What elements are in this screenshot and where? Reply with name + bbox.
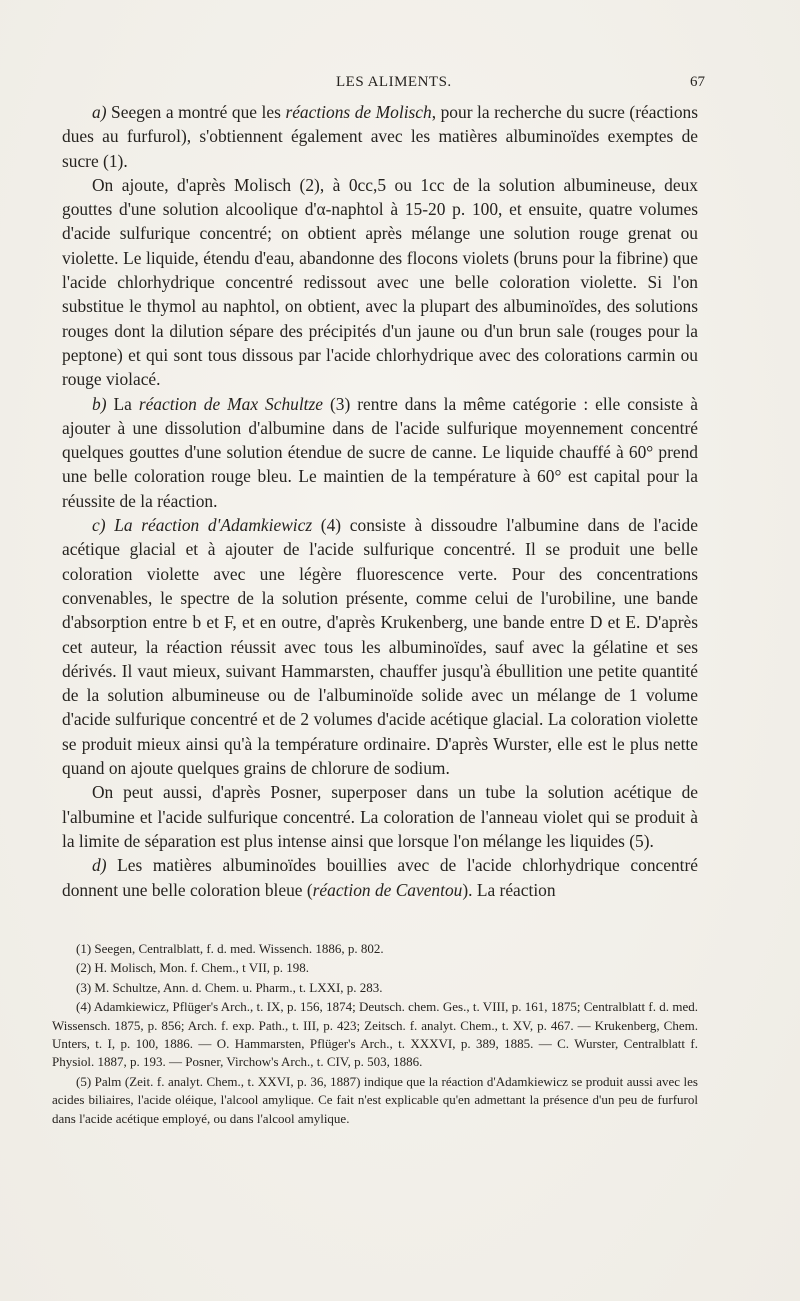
italic-run: La réaction d'Adamkiewicz [114, 515, 313, 536]
page-header [0, 74, 800, 98]
text-run: (3) rentre dans la même catégorie : elle consiste à ajouter à une dissolution d'albumine dans de l'acide sulfurique moyennement concentré quelques gouttes d'une solution étendue de sucre de canne. Le liquide chauffé à 60° prend une belle coloration rouge bleu. Le maintien de la température à 60° est capital pour la réussite de la réaction. [62, 393, 698, 511]
item-label: b) [92, 393, 107, 414]
paragraph-caventou [62, 853, 698, 902]
paragraph-posner: On peut aussi, d'après Posner, superposer dans un tube la solution acétique de l'albumine et l'acide sulfurique concentré. La coloration de l'anneau violet qui se produit à la limite de séparation est plus intense ainsi que lorsque l'on mélange les liquides (5). [62, 782, 698, 851]
footnote-5: (5) Palm (Zeit. f. analyt. Chem., t. XXVI, p. 36, 1887) indique que la réaction d'Adamkiewicz se produit aussi avec les acides biliaires, l'acide oléique, l'alcool amylique. Ce fait n'est explicable qu'en admettant la présence d'un peu de furfurol dans l'acide acétique employé, ou dans l'alcool amylique. [52, 1073, 698, 1126]
paragraph-schultze [62, 392, 698, 513]
item-label: a) [92, 102, 107, 122]
text-run: La [106, 393, 139, 414]
italic-run: réaction de Caventou [312, 879, 463, 900]
page-number: 67 [690, 74, 705, 90]
footnote-4: (4) Adamkiewicz, Pflüger's Arch., t. IX, p. 156, 1874; Deutsch. chem. Ges., t. VIII, p. 161, 1875; Centralblatt f. d. med. Wissensch. 1875, p. 856; Arch. f. exp. Path., t. III, p. 423; Zeitsch. f. analyt. Chem., t. XV, p. 467. — Krukenberg, Chem. Unters, t. I, p. 100, 1886. — O. Hammarsten, Pflüger's Arch., t. XXXVI, p. 389, 1885. — C. Wurster, Centralblatt f. Physiol. 1887, p. 193. — Posner, Virchow's Arch., t. CIV, p. 503, 1886. [52, 999, 698, 1070]
text-run: Les matières albuminoïdes bouillies avec de l'acide chlorhydrique concentré donnent une belle coloration bleue ( [62, 855, 698, 900]
text-run: Seegen a montré que les [106, 102, 286, 122]
footnote-2: (2) H. Molisch, Mon. f. Chem., t VII, p. 198. [76, 960, 310, 976]
paragraph-adamkiewicz [62, 513, 698, 780]
footnote-1: (1) Seegen, Centralblatt, f. d. med. Wissench. 1886, p. 802. [76, 941, 384, 956]
running-title: LES ALIMENTS. [336, 74, 452, 90]
main-text [62, 100, 698, 902]
paragraph-molisch [62, 100, 698, 173]
paragraph-molisch-method: On ajoute, d'après Molisch (2), à 0cc,5 ou 1cc de la solution albumineuse, deux gouttes d'une solution alcoolique d'α-naphtol à 15-20 p. 100, et ensuite, quatre volumes d'acide sulfurique concentré; on obtient après mélange une solution rouge grenat ou violette. Le liquide, étendu d'eau, abandonne des flocons violets (bruns pour la fibrine) que l'acide chlorhydrique concentré redissout avec une belle coloration violette. Si l'on substitue le thymol au naphtol, on obtient, avec la plupart des albuminoïdes, des solutions rouges dont la dilution sépare des précipités d'un jaune ou d'un brun sale (rouges pour la peptone) et qui sont tous dissous par l'acide chlorhydrique avec des colorations carmin ou rouge violacé. [62, 174, 698, 390]
text-run: (4) consiste à dissoudre l'albumine dans de l'acide acétique glacial et à ajouter de l'acide sulfurique concentré. Il se produit une belle coloration violette avec une légère fluorescence verte. Pour des concentrations convenables, le spectre de la solution présente, comme celui de l'urobiline, une bande d'absorption entre b et F, et en outre, d'après Krukenberg, une bande entre D et E. D'après cet auteur, la réaction réussit avec tous les albuminoïdes, sauf avec la gélatine et ses dérivés. Il vaut mieux, suivant Hammarsten, chauffer jusqu'à ébullition une petite quantité de la solution albumineuse ou de l'albuminoïde solide avec un mélange de 1 volume d'acide sulfurique concentré et de 2 volumes d'acide acétique glacial. La coloration violette se produit mieux ainsi qu'à la température ordinaire. D'après Wurster, elle est le plus nette quand on ajoute quelques grains de chlorure de sodium. [62, 515, 698, 779]
italic-run: réactions de Molisch [285, 102, 432, 122]
item-label: c) [92, 515, 106, 536]
footnote-3: (3) M. Schultze, Ann. d. Chem. u. Pharm., t. LXXI, p. 283. [76, 979, 383, 995]
footnotes [52, 940, 698, 1128]
italic-run: réaction de Max Schultze [138, 393, 323, 414]
item-label: d) [92, 855, 107, 876]
text-run: ). La réaction [462, 879, 556, 900]
text-run [106, 515, 115, 535]
text-run: , pour la recherche du sucre (réactions dues au furfurol), s'obtiennent également avec les matières albuminoïdes exemptes de sucre (1). [62, 102, 698, 171]
